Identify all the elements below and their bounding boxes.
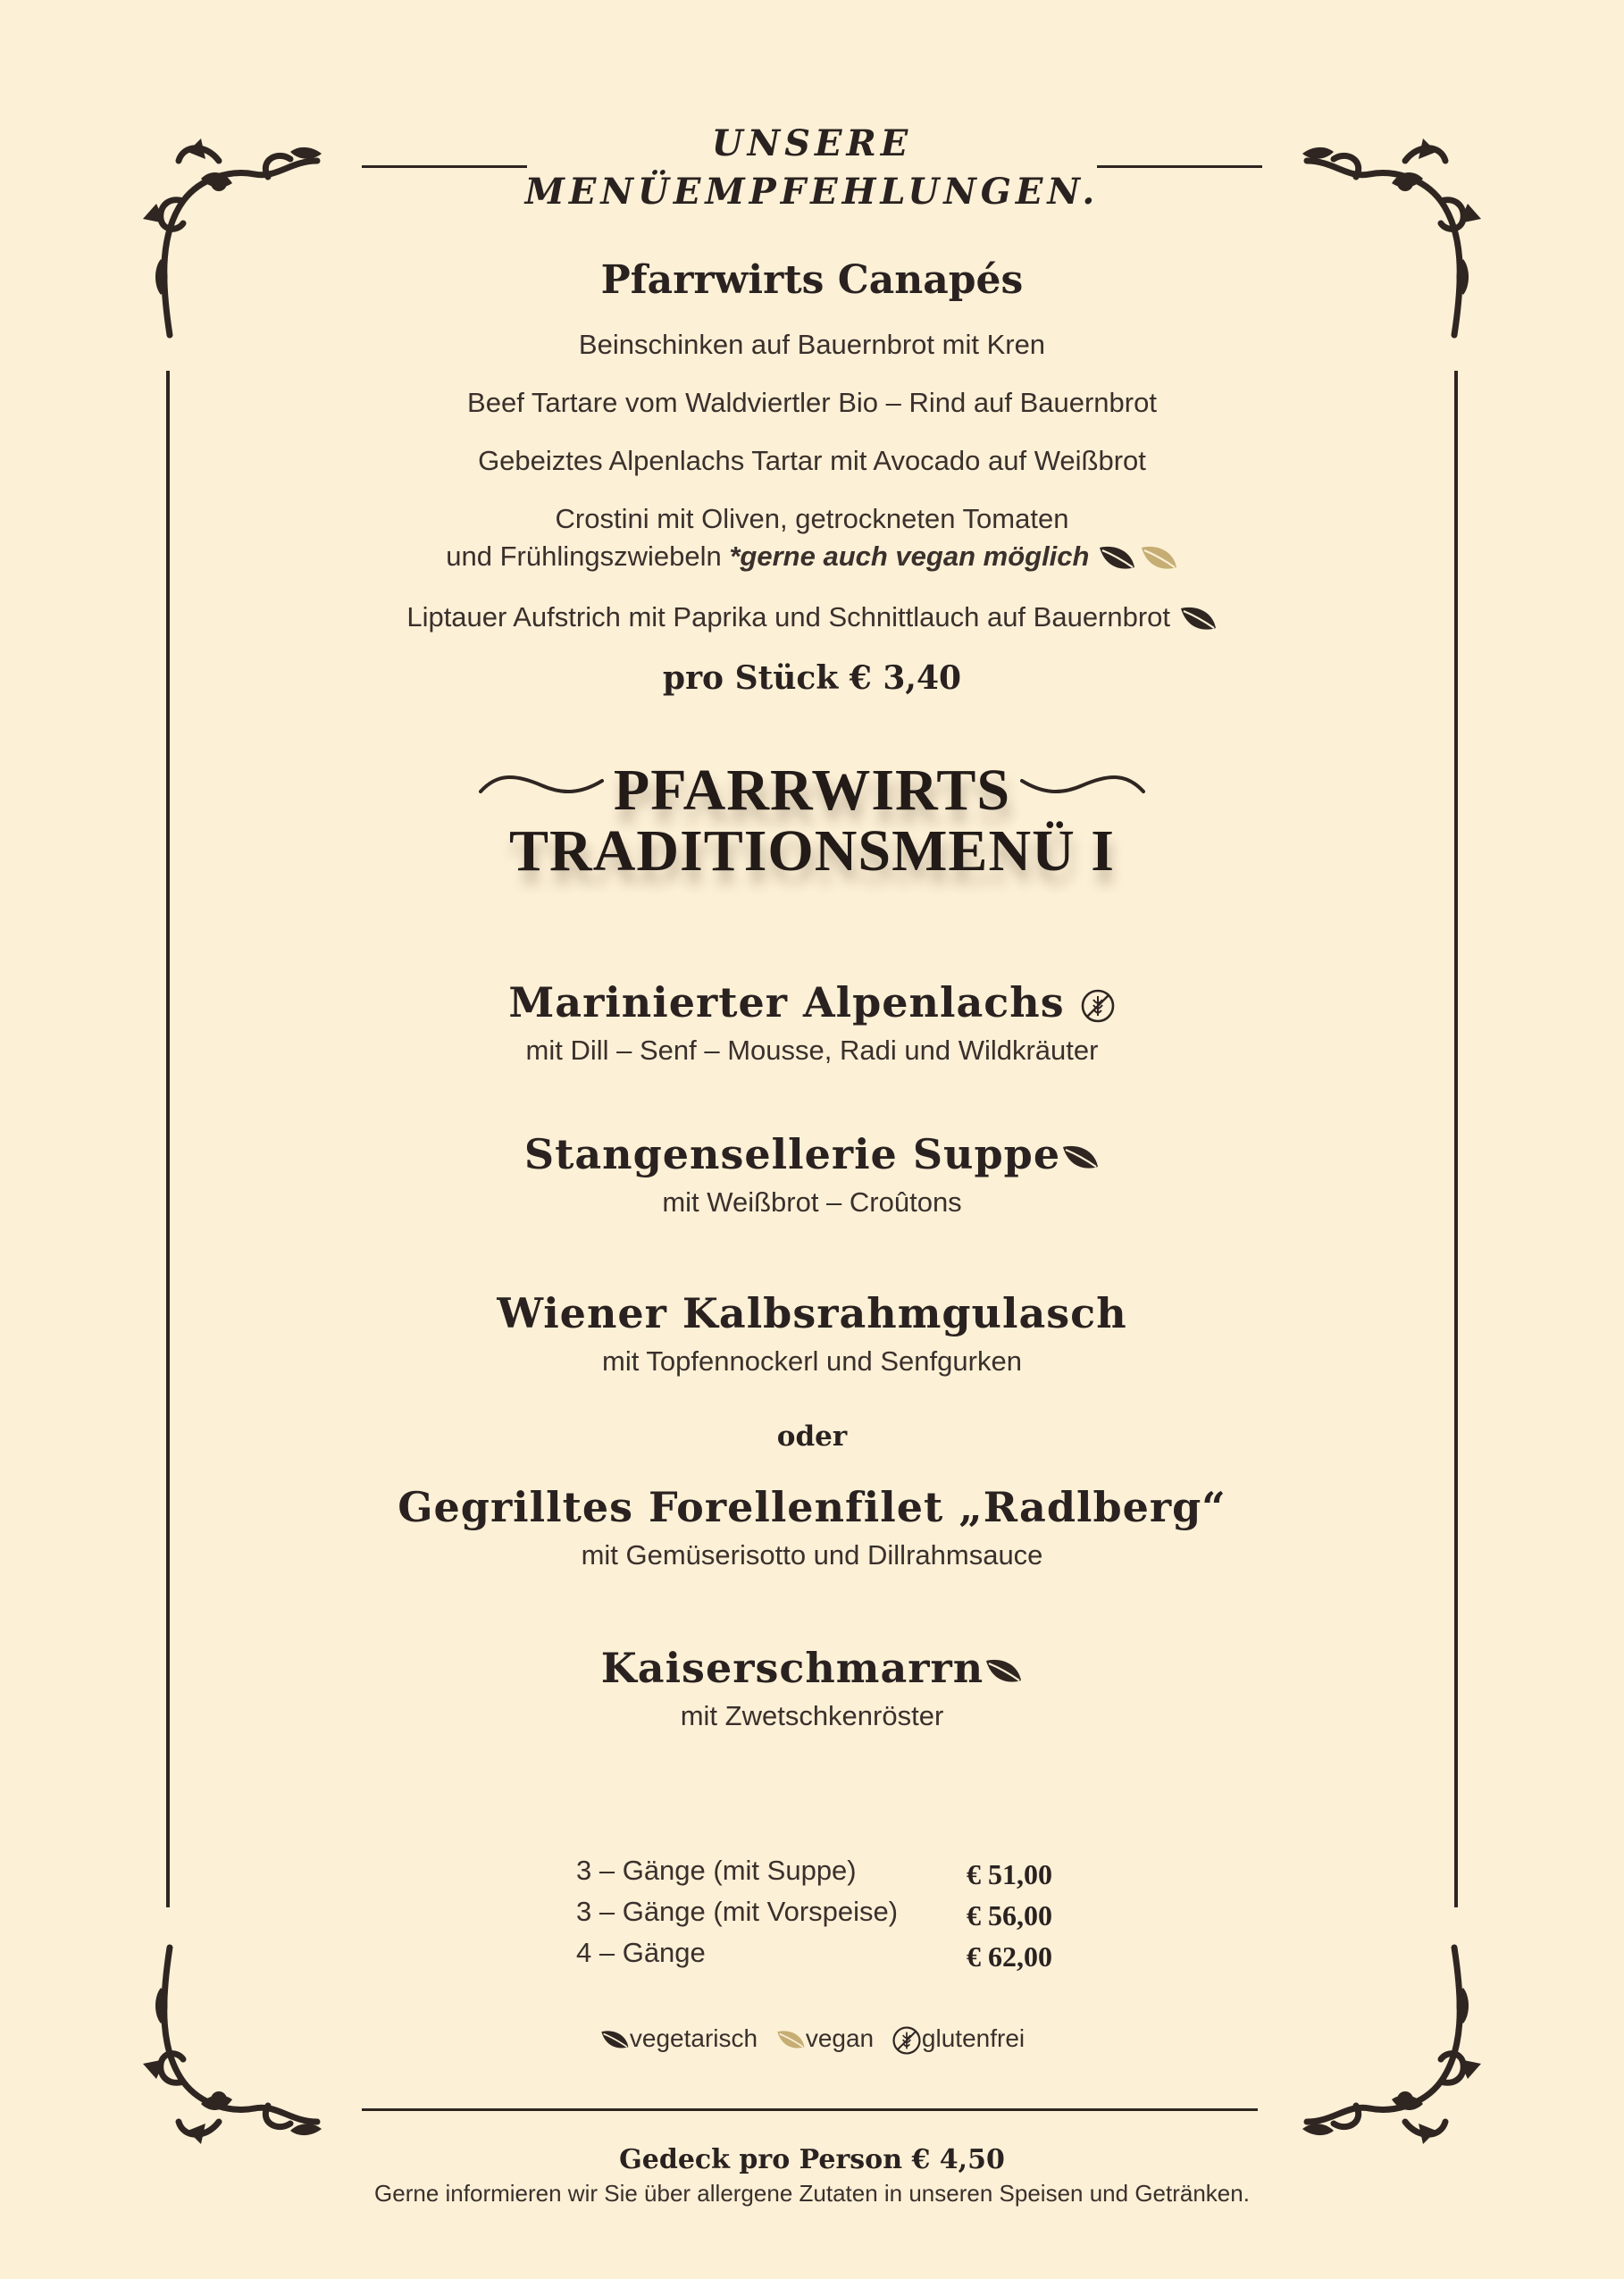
cover-charge: Gedeck pro Person € 4,50 — [619, 2144, 1005, 2175]
canape-item-5-text: Liptauer Aufstrich mit Paprika und Schnittlauch auf Bauernbrot — [406, 601, 1171, 633]
price-value: € 62,00 — [967, 1940, 1052, 1973]
legend-glutenfree-label: glutenfrei — [921, 2024, 1025, 2052]
glutenfree-icon — [1080, 988, 1116, 1024]
price-row — [576, 1937, 1076, 1978]
course-3-desc: mit Topfennockerl und Senfgurken — [602, 1345, 1022, 1377]
course-1-desc: mit Dill – Senf – Mousse, Radi und Wildkräuter — [525, 1035, 1099, 1066]
legend-glutenfree — [892, 2024, 1025, 2052]
header-line-1: UNSERE — [711, 122, 913, 164]
legend-vegan-label: vegan — [805, 2024, 875, 2052]
canape-item-4b — [0, 540, 1624, 573]
course-5-title — [0, 1644, 1624, 1692]
course-2-desc: mit Weißbrot – Croûtons — [662, 1186, 962, 1218]
course-5-name: Kaiserschmarrn — [600, 1644, 984, 1692]
price-label: 3 – Gänge (mit Vorspeise) — [576, 1896, 899, 1927]
canape-item-4: Crostini mit Oliven, getrockneten Tomaten — [555, 503, 1069, 534]
diet-legend — [0, 2024, 1624, 2056]
price-row — [576, 1855, 1076, 1896]
canape-item-5 — [0, 601, 1624, 633]
course-1-title — [0, 978, 1624, 1026]
course-2-name: Stangensellerie Suppe — [523, 1130, 1061, 1178]
header-line-2: MENÜEMPFEHLUNGEN. — [524, 171, 1100, 213]
canape-item-2: Beef Tartare vom Waldviertler Bio – Rind auf Bauernbrot — [467, 387, 1157, 418]
vegetarian-leaf-icon — [984, 1657, 1023, 1686]
menu-title-line-2: TRADITIONSMENÜ I — [509, 818, 1115, 884]
price-row — [576, 1896, 1076, 1937]
vegan-leaf-icon — [775, 2029, 806, 2051]
vegan-leaf-icon — [1139, 544, 1178, 573]
vegetarian-leaf-icon — [1178, 605, 1218, 633]
price-label: 4 – Gänge — [576, 1937, 706, 1968]
course-4-desc: mit Gemüserisotto und Dillrahmsauce — [581, 1539, 1043, 1571]
vegetarian-leaf-icon — [599, 2029, 630, 2051]
course-or: oder — [776, 1420, 848, 1453]
canape-item-3: Gebeiztes Alpenlachs Tartar mit Avocado auf Weißbrot — [478, 445, 1146, 476]
canapes-price: pro Stück € 3,40 — [662, 659, 962, 697]
legend-vegetarian-label: vegetarisch — [629, 2024, 758, 2052]
legend-vegan — [775, 2024, 881, 2052]
course-3-title: Wiener Kalbsrahmgulasch — [497, 1289, 1127, 1337]
allergen-note: Gerne informieren wir Sie über allergene Zutaten in unseren Speisen und Getränken. — [374, 2180, 1250, 2207]
menu-title-line-1: PFARRWIRTS — [613, 758, 1011, 823]
price-value: € 56,00 — [967, 1899, 1052, 1931]
course-1-name: Marinierter Alpenlachs — [508, 978, 1065, 1026]
vegetarian-leaf-icon — [1097, 544, 1136, 573]
vegan-note: *gerne auch vegan möglich — [729, 540, 1090, 572]
vegetarian-leaf-icon — [1060, 1144, 1100, 1172]
legend-vegetarian — [599, 2024, 765, 2052]
frame-line-bottom — [362, 2108, 1258, 2111]
course-5-desc: mit Zwetschkenröster — [680, 1700, 944, 1731]
canape-item-4b-text: und Frühlingszwiebeln — [446, 540, 722, 572]
course-4-title: Gegrilltes Forellenfilet „Radlberg“ — [398, 1483, 1226, 1531]
glutenfree-icon — [892, 2025, 922, 2056]
price-label: 3 – Gänge (mit Suppe) — [576, 1855, 857, 1886]
canapes-title: Pfarrwirts Canapés — [600, 257, 1024, 303]
canape-item-1: Beinschinken auf Bauernbrot mit Kren — [578, 329, 1046, 360]
course-2-title — [0, 1130, 1624, 1178]
price-list — [576, 1855, 1076, 1978]
price-value: € 51,00 — [967, 1858, 1052, 1890]
